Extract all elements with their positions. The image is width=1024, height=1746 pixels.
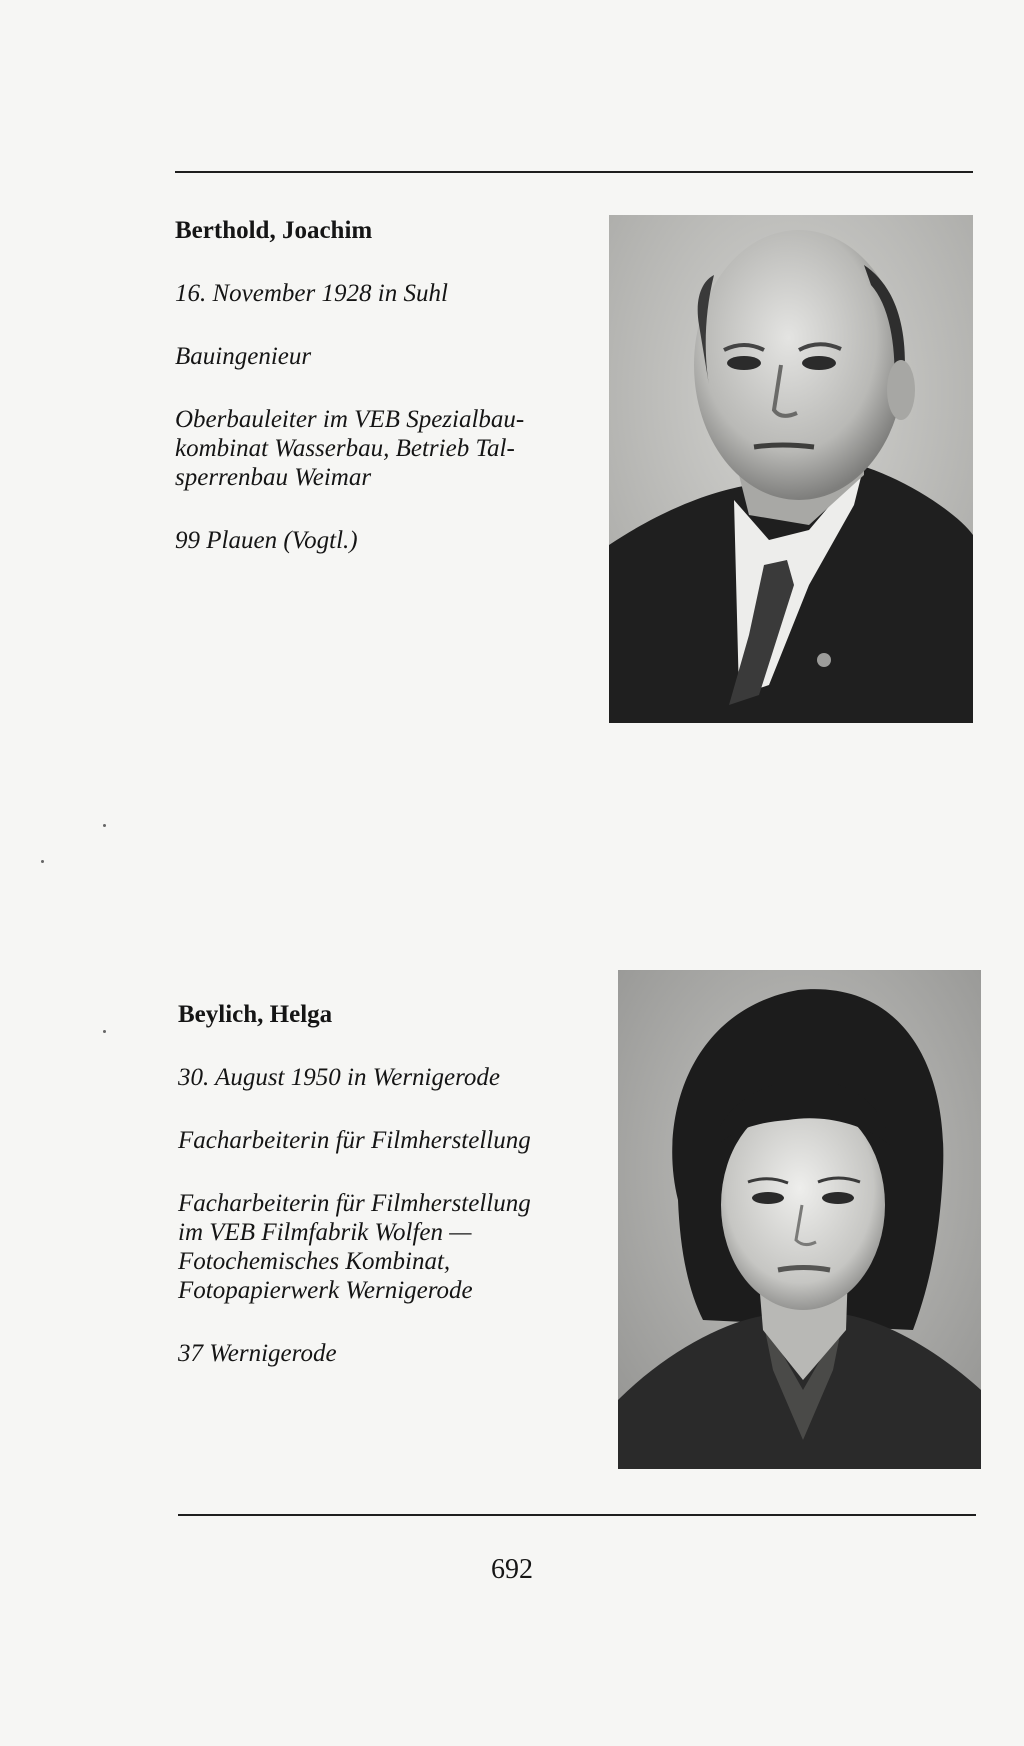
page-number: 692: [491, 1554, 533, 1585]
portrait-photo-beylich: [618, 970, 981, 1469]
scan-speck: [41, 860, 44, 863]
top-rule: [175, 171, 973, 173]
entry-address: 37 Wernigerode: [178, 1340, 337, 1367]
entry-position-line: sperrenbau Weimar: [175, 464, 372, 491]
scan-speck: [103, 824, 106, 827]
entry-position-line: Facharbeiterin für Filmherstellung: [178, 1190, 531, 1217]
entry-position-line: Fotochemisches Kombinat,: [178, 1248, 451, 1275]
entry-birth: 30. August 1950 in Wernigerode: [178, 1064, 500, 1091]
portrait-photo-berthold: [609, 215, 973, 723]
entry-berthold: [175, 216, 565, 555]
entry-birth: 16. November 1928 in Suhl: [175, 280, 448, 307]
entry-position-line: im VEB Filmfabrik Wolfen —: [178, 1219, 472, 1246]
entry-name: Beylich, Helga: [178, 1001, 333, 1028]
entry-address: 99 Plauen (Vogtl.): [175, 527, 358, 554]
entry-position-line: Fotopapierwerk Wernigerode: [178, 1277, 473, 1304]
entry-name: Berthold, Joachim: [175, 217, 373, 244]
entry-beylich: [178, 1000, 578, 1368]
scan-speck: [103, 1030, 106, 1033]
portrait-man-icon: [609, 215, 973, 723]
entry-profession: Bauingenieur: [175, 343, 312, 370]
portrait-woman-icon: [618, 970, 981, 1469]
entry-position-line: Oberbauleiter im VEB Spezialbau-: [175, 406, 525, 433]
bottom-rule: [178, 1514, 976, 1516]
entry-profession: Facharbeiterin für Filmherstellung: [178, 1127, 531, 1154]
entry-position-line: kombinat Wasserbau, Betrieb Tal-: [175, 435, 515, 462]
